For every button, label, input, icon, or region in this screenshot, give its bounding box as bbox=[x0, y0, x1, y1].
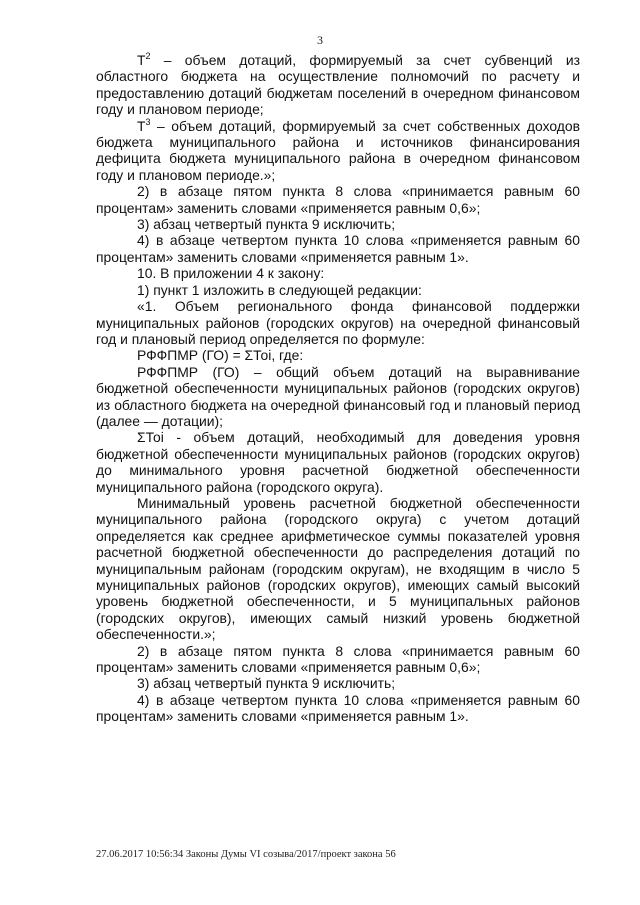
paragraph: РФФПМР (ГО) = ΣТоі, где: bbox=[137, 347, 304, 364]
t2-superscript: 2 bbox=[145, 51, 151, 61]
paragraph: 10. В приложении 4 к закону: bbox=[137, 265, 325, 282]
paragraph: 1) пункт 1 изложить в следующей редакции: bbox=[137, 281, 422, 298]
paragraph: 3) абзац четвертый пункта 9 исключить; bbox=[137, 675, 396, 692]
paragraph-t2 bbox=[96, 52, 580, 118]
paragraph: 2) в абзаце пятом пункта 8 слова «принимается равным 60 процентам» заменить словами «применяется равным 0,6»; bbox=[96, 183, 580, 216]
t2-symbol: Т bbox=[137, 52, 146, 68]
t3-superscript: 3 bbox=[145, 116, 151, 127]
paragraph: ΣТоі - объем дотаций, необходимый для доведения уровня бюджетной обеспеченности муниципальных районов (городских округов) до минимального уровня расчетной бюджетной обеспеченности муниципального района (городского округа). bbox=[96, 429, 580, 495]
paragraph: РФФПМР (ГО) – общий объем дотаций на выравнивание бюджетной обеспеченности муниципальных районов (городских округов) из областного бюджета на очередной финансовый год и плановый период (далее — дотации); bbox=[96, 363, 580, 429]
paragraph: «1. Объем регионального фонда финансовой поддержки муниципальных районов (городских округов) на очередной финансовый год и плановый период определяется по формуле: bbox=[96, 298, 580, 347]
t2-text: – объем дотаций, формируемый за счет субвенций из областного бюджета на осуществление полномочий по расчету и предоставлению дотаций бюджетам поселений в очередном финансовом году и плановом периоде; bbox=[96, 52, 580, 118]
paragraph-t3 bbox=[96, 118, 580, 184]
paragraph: 4) в абзаце четвертом пункта 10 слова «применяется равным 60 процентам» заменить словами «применяется равным 1». bbox=[96, 232, 580, 265]
paragraph: 3) абзац четвертый пункта 9 исключить; bbox=[137, 216, 396, 233]
page-number: 3 bbox=[317, 33, 323, 47]
paragraph: 4) в абзаце четвертом пункта 10 слова «применяется равным 60 процентам» заменить словами «применяется равным 1». bbox=[96, 691, 580, 725]
footer-file-path: 27.06.2017 10:56:34 Законы Думы VI созыва/2017/проект закона 56 bbox=[96, 849, 396, 860]
paragraph: Минимальный уровень расчетной бюджетной обеспеченности муниципального района (городского округа) с учетом дотаций определяется как среднее арифметическое суммы показателей уровня расчетной бюджетной обеспеченности до распределения дотаций по муниципальным районам (городским округам), не входящим в число 5 муниципальных районов (городских округов), имеющих самый высокий уровень бюджетной обеспеченности, и 5 муниципальных районов (городских округов), имеющих самый низкий уровень бюджетной обеспеченности.»; bbox=[96, 494, 580, 643]
t3-symbol: Т bbox=[137, 117, 146, 134]
document-body bbox=[96, 52, 580, 725]
t3-text: – объем дотаций, формируемый за счет собственных доходов бюджета муниципального района и источников финансирования дефицита бюджета муниципального района в очередном финансовом году и плановом периоде.»; bbox=[96, 117, 580, 183]
paragraph: 2) в абзаце пятом пункта 8 слова «принимается равным 60 процентам» заменить словами «применяется равным 0,6»; bbox=[96, 642, 580, 676]
